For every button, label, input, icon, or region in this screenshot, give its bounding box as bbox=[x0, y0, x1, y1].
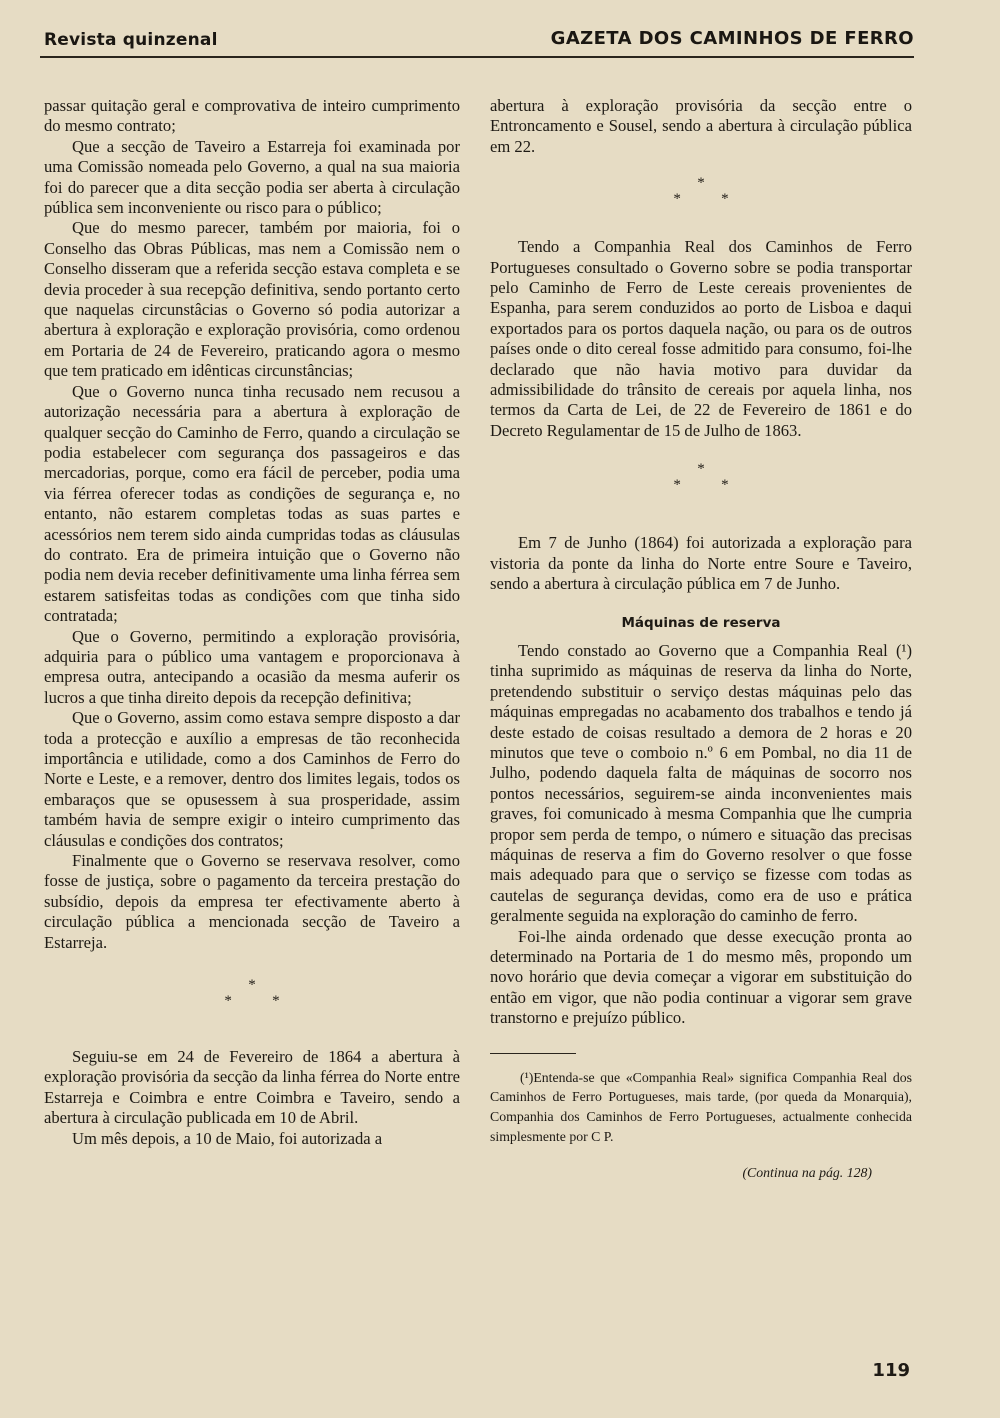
separator-star: * bbox=[272, 993, 280, 1010]
separator-star: * bbox=[673, 477, 681, 494]
separator-star: * bbox=[248, 977, 256, 994]
paragraph: Um mês depois, a 10 de Maio, foi autorizada a bbox=[72, 1128, 383, 1148]
paragraph: abertura à exploração provisória da secção entre o Entroncamento e Sousel, sendo a abertura à circulação pública em 22. bbox=[490, 96, 912, 156]
section-heading: Máquinas de reserva bbox=[621, 614, 781, 631]
separator-star: * bbox=[697, 175, 705, 192]
left-column bbox=[44, 96, 460, 1149]
page-number: 119 bbox=[872, 1360, 910, 1381]
paragraph: Que a secção de Taveiro a Estarreja foi examinada por uma Comissão nomeada pelo Governo, a qual na sua maioria foi do parecer que a dita secção podia ser aberta à circulação pública sem inconveniente ou risco para o público; bbox=[44, 136, 460, 218]
section-separator bbox=[44, 977, 460, 1009]
paragraph: Tendo a Companhia Real dos Caminhos de Ferro Portugueses consultado o Governo sobre se podia transportar pelo Caminho de Ferro de Leste cereais provenientes de Espanha, para serem conduzidos ao porto de Lisboa e daqui exportados para os portos daquela nação, ou para os de outros países onde o dito cereal fosse admitido para consumo, foi-lhe declarado que não havia motivo para duvidar da admissibilidade do trânsito de cereais por aquela linha, nos termos da Carta de Lei, de 22 de Fevereiro de 1861 e do Decreto Regulamentar de 15 de Julho de 1863. bbox=[490, 237, 912, 440]
right-column bbox=[490, 96, 912, 1183]
paragraph: Foi-lhe ainda ordenado que desse execução pronta ao determinado na Portaria de 1 do mesmo mês, propondo um novo horário que devia começar a vigorar em substituição do então em vigor, que não podia continuar a vigorar sem grave transtorno e prejuízo público. bbox=[490, 926, 912, 1028]
continued-note: (Continua na pág. 128) bbox=[742, 1164, 872, 1180]
paragraph: Que do mesmo parecer, também por maioria, foi o Conselho das Obras Públicas, mas nem a Comissão nem o Conselho disseram que a referida secção estava completa e se devia proceder à sua recepção definitiva, sendo portanto certo que naquelas circunstâcias o Governo só podia autorizar a abertura à exploração e exploração provisória, como ordenou em Portaria de 24 de Fevereiro, praticando agora o mesmo que tem praticado em idênticas circunstâncias; bbox=[44, 218, 460, 381]
running-header-right: GAZETA DOS CAMINHOS DE FERRO bbox=[550, 28, 914, 49]
footnote: (¹)Entenda-se que «Companhia Real» significa Companhia Real dos Caminhos de Ferro Portugueses, mais tarde, (por queda da Monarquia), Companhia dos Caminhos de Ferro Portugueses, actualmente conhecida simplesmente por C P. bbox=[490, 1069, 912, 1145]
paragraph: Em 7 de Junho (1864) foi autorizada a exploração para vistoria da ponte da linha do Norte entre Soure e Taveiro, sendo a abertura à circulação pública em 7 de Junho. bbox=[490, 533, 912, 594]
separator-star: * bbox=[673, 191, 681, 208]
paragraph: Finalmente que o Governo se reservava resolver, como fosse de justiça, sobre o pagamento da terceira prestação do subsídio, depois da empresa ter efectivamente aberto à circulação pública a mencionada secção de Taveiro a Estarreja. bbox=[44, 851, 460, 952]
paragraph: passar quitação geral e comprovativa de inteiro cumprimento do mesmo contrato; bbox=[44, 96, 460, 136]
separator-star: * bbox=[697, 461, 705, 478]
paragraph: Tendo constado ao Governo que a Companhia Real (¹) tinha suprimido as máquinas de reserva da linha do Norte, pretendendo substituir o serviço destas máquinas pelo das máquinas empregadas no acabamento dos trabalhos e tendo já deste estado de coisas resultado a demora de 2 horas e 20 minutos que teve o comboio n.º 6 em Pombal, no dia 11 de Julho, podendo daquela falta de máquinas de socorro nos pontos necessários, seguirem-se ainda inconvenientes mais graves, foi comunicado à mesma Companhia que lhe cumpria propor sem perda de tempo, o número e situação das precisas máquinas de reserva a fim do Governo resolver o que fosse mais adequado para que o serviço se fizesse com todas as cautelas de segurança devidas, como era de uso e prática geralmente seguida na exploração do caminho de ferro. bbox=[490, 640, 912, 926]
paragraph: Que o Governo nunca tinha recusado nem recusou a autorização necessária para a abertura à exploração de qualquer secção do Caminho de Ferro, quando a circulação se podia estabelecer com segurança dos passageiros e das mercadorias, porque, como era fácil de perceber, podia uma via férrea oferecer todas as condições de segurança e, no entanto, não estarem completas todas as suas partes e acessórios nem terem sido ainda cumpridas todas as cláusulas do contrato. Era de primeira intuição que o Governo não podia nem devia receber definitivamente uma linha férrea sem estarem satisfeitas todas as condições com que tinha sido contratada; bbox=[44, 381, 460, 626]
separator-star: * bbox=[721, 191, 729, 208]
separator-star: * bbox=[224, 993, 232, 1010]
section-separator bbox=[490, 461, 912, 493]
footnote-rule bbox=[490, 1053, 576, 1054]
running-header-left: Revista quinzenal bbox=[44, 30, 218, 50]
paragraph: Que o Governo, assim como estava sempre disposto a dar toda a protecção e auxílio a empresas de tão reconhecida importância e utilidade, como a dos Caminhos de Ferro do Norte e Leste, e a remover, dentro dos limites legais, todos os embaraços que se opusessem à sua prosperidade, assim também havia de sempre exigir o inteiro cumprimento das cláusulas e condições dos contratos; bbox=[44, 708, 460, 850]
section-separator bbox=[490, 175, 912, 207]
separator-star: * bbox=[721, 477, 729, 494]
header-rule bbox=[40, 56, 914, 58]
paragraph: Seguiu-se em 24 de Fevereiro de 1864 a abertura à exploração provisória da secção da linha férrea do Norte entre Estarreja e Coimbra e entre Coimbra e Taveiro, sendo a abertura à circulação publicada em 10 de Abril. bbox=[44, 1047, 460, 1128]
paragraph: Que o Governo, permitindo a exploração provisória, adquiria para o público uma vantagem e proporcionava à empresa outra, antecipando a ocasião da mesma auferir os lucros a que tinha direito depois da recepção definitiva; bbox=[44, 626, 460, 707]
